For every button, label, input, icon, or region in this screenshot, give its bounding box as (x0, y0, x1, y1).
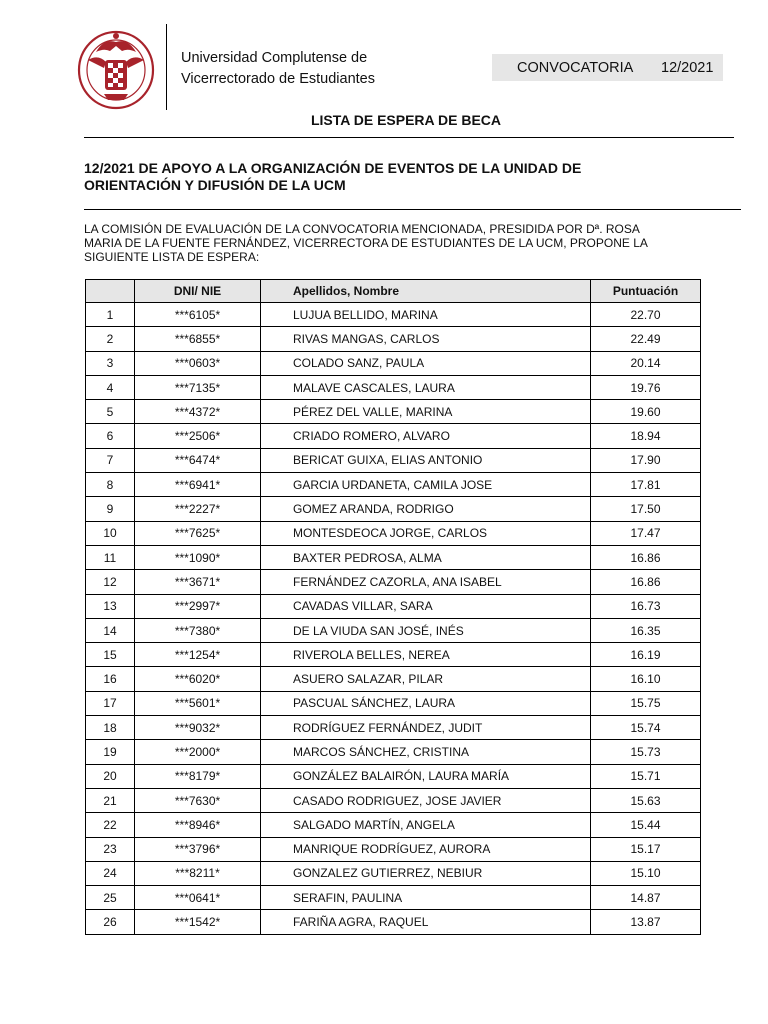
score-cell: 14.87 (591, 886, 701, 910)
name-cell: PÉREZ DEL VALLE, MARINA (261, 400, 591, 424)
institution-line-1: Universidad Complutense de (181, 50, 368, 66)
name-cell: GOMEZ ARANDA, RODRIGO (261, 497, 591, 521)
waiting-list-table (85, 279, 701, 935)
name-cell: PASCUAL SÁNCHEZ, LAURA (261, 691, 591, 715)
dni-cell: ***1254* (135, 643, 261, 667)
name-cell: RIVEROLA BELLES, NEREA (261, 643, 591, 667)
convocatoria-box (492, 54, 723, 81)
row-index: 4 (86, 375, 135, 399)
name-cell: MANRIQUE RODRÍGUEZ, AURORA (261, 837, 591, 861)
intro-line-1: LA COMISIÓN DE EVALUACIÓN DE LA CONVOCATORIA MENCIONADA, PRESIDIDA POR Dª. ROSA (84, 222, 640, 236)
table-row (86, 521, 701, 545)
name-cell: MONTESDEOCA JORGE, CARLOS (261, 521, 591, 545)
table-row (86, 497, 701, 521)
institution-line-2: Vicerrectorado de Estudiantes (181, 71, 375, 87)
table-row (86, 886, 701, 910)
name-cell: GARCIA URDANETA, CAMILA JOSE (261, 473, 591, 497)
score-cell: 16.86 (591, 545, 701, 569)
row-index: 21 (86, 788, 135, 812)
table-row (86, 618, 701, 642)
dni-cell: ***7135* (135, 375, 261, 399)
dni-cell: ***8946* (135, 813, 261, 837)
row-index: 25 (86, 886, 135, 910)
dni-cell: ***0603* (135, 351, 261, 375)
name-cell: RIVAS MANGAS, CARLOS (261, 327, 591, 351)
row-index: 6 (86, 424, 135, 448)
table-row (86, 716, 701, 740)
name-cell: CAVADAS VILLAR, SARA (261, 594, 591, 618)
intro-line-3: SIGUIENTE LISTA DE ESPERA: (84, 250, 260, 264)
score-cell: 16.86 (591, 570, 701, 594)
row-index: 11 (86, 545, 135, 569)
row-index: 14 (86, 618, 135, 642)
table-row (86, 351, 701, 375)
score-cell: 17.50 (591, 497, 701, 521)
row-index: 10 (86, 521, 135, 545)
row-index: 19 (86, 740, 135, 764)
table-row (86, 667, 701, 691)
name-cell: SALGADO MARTÍN, ANGELA (261, 813, 591, 837)
table-row (86, 375, 701, 399)
row-index: 24 (86, 861, 135, 885)
convocatoria-label: CONVOCATORIA (517, 59, 634, 76)
institution-name (181, 48, 375, 90)
table-row (86, 473, 701, 497)
table-row (86, 813, 701, 837)
row-index: 12 (86, 570, 135, 594)
name-cell: CASADO RODRIGUEZ, JOSE JAVIER (261, 788, 591, 812)
subject-line-2: ORIENTACIÓN Y DIFUSIÓN DE LA UCM (84, 177, 346, 193)
dni-cell: ***6855* (135, 327, 261, 351)
dni-cell: ***7625* (135, 521, 261, 545)
table-row (86, 303, 701, 327)
dni-cell: ***9032* (135, 716, 261, 740)
score-cell: 17.81 (591, 473, 701, 497)
score-cell: 16.10 (591, 667, 701, 691)
dni-cell: ***6941* (135, 473, 261, 497)
score-cell: 16.19 (591, 643, 701, 667)
dni-cell: ***2227* (135, 497, 261, 521)
table-row (86, 327, 701, 351)
table-row (86, 740, 701, 764)
score-cell: 15.75 (591, 691, 701, 715)
name-cell: MARCOS SÁNCHEZ, CRISTINA (261, 740, 591, 764)
dni-cell: ***4372* (135, 400, 261, 424)
name-cell: BAXTER PEDROSA, ALMA (261, 545, 591, 569)
dni-cell: ***1542* (135, 910, 261, 934)
score-cell: 13.87 (591, 910, 701, 934)
dni-cell: ***6474* (135, 448, 261, 472)
university-seal-logo (74, 24, 158, 114)
row-index: 1 (86, 303, 135, 327)
score-cell: 15.10 (591, 861, 701, 885)
row-index: 2 (86, 327, 135, 351)
table-row (86, 861, 701, 885)
name-cell: MALAVE CASCALES, LAURA (261, 375, 591, 399)
convocatoria-number: 12/2021 (661, 59, 714, 76)
score-cell: 15.73 (591, 740, 701, 764)
row-index: 8 (86, 473, 135, 497)
header-name: Apellidos, Nombre (261, 280, 591, 303)
row-index: 16 (86, 667, 135, 691)
dni-cell: ***2506* (135, 424, 261, 448)
dni-cell: ***8179* (135, 764, 261, 788)
score-cell: 17.47 (591, 521, 701, 545)
table-row (86, 448, 701, 472)
dni-cell: ***3671* (135, 570, 261, 594)
table-row (86, 764, 701, 788)
name-cell: LUJUA BELLIDO, MARINA (261, 303, 591, 327)
row-index: 9 (86, 497, 135, 521)
score-cell: 19.76 (591, 375, 701, 399)
score-cell: 15.44 (591, 813, 701, 837)
dni-cell: ***6020* (135, 667, 261, 691)
score-cell: 22.49 (591, 327, 701, 351)
subject-rule (84, 209, 741, 210)
score-cell: 18.94 (591, 424, 701, 448)
dni-cell: ***3796* (135, 837, 261, 861)
dni-cell: ***7630* (135, 788, 261, 812)
name-cell: ASUERO SALAZAR, PILAR (261, 667, 591, 691)
name-cell: GONZALEZ GUTIERREZ, NEBIUR (261, 861, 591, 885)
score-cell: 16.35 (591, 618, 701, 642)
subject-line-1: 12/2021 DE APOYO A LA ORGANIZACIÓN DE EVENTOS DE LA UNIDAD DE (84, 160, 582, 176)
dni-cell: ***2997* (135, 594, 261, 618)
header-divider (166, 24, 167, 110)
dni-cell: ***5601* (135, 691, 261, 715)
name-cell: BERICAT GUIXA, ELIAS ANTONIO (261, 448, 591, 472)
header-score: Puntuación (591, 280, 701, 303)
name-cell: COLADO SANZ, PAULA (261, 351, 591, 375)
dni-cell: ***6105* (135, 303, 261, 327)
name-cell: CRIADO ROMERO, ALVARO (261, 424, 591, 448)
score-cell: 15.71 (591, 764, 701, 788)
intro-paragraph (84, 222, 714, 264)
header-dni: DNI/ NIE (135, 280, 261, 303)
table-row (86, 594, 701, 618)
name-cell: GONZÁLEZ BALAIRÓN, LAURA MARÍA (261, 764, 591, 788)
table-row (86, 691, 701, 715)
row-index: 5 (86, 400, 135, 424)
table-row (86, 400, 701, 424)
row-index: 7 (86, 448, 135, 472)
table-header-row (86, 280, 701, 303)
score-cell: 15.74 (591, 716, 701, 740)
dni-cell: ***8211* (135, 861, 261, 885)
score-cell: 15.63 (591, 788, 701, 812)
intro-line-2: MARIA DE LA FUENTE FERNÁNDEZ, VICERRECTORA DE ESTUDIANTES DE LA UCM, PROPONE LA (84, 236, 648, 250)
score-cell: 22.70 (591, 303, 701, 327)
row-index: 23 (86, 837, 135, 861)
row-index: 26 (86, 910, 135, 934)
name-cell: RODRÍGUEZ FERNÁNDEZ, JUDIT (261, 716, 591, 740)
dni-cell: ***1090* (135, 545, 261, 569)
table-row (86, 545, 701, 569)
header-index (86, 280, 135, 303)
name-cell: DE LA VIUDA SAN JOSÉ, INÉS (261, 618, 591, 642)
table-row (86, 424, 701, 448)
name-cell: SERAFIN, PAULINA (261, 886, 591, 910)
name-cell: FARIÑA AGRA, RAQUEL (261, 910, 591, 934)
row-index: 3 (86, 351, 135, 375)
scholarship-subject (84, 160, 704, 194)
title-rule (84, 137, 734, 138)
list-title: LISTA DE ESPERA DE BECA (310, 112, 502, 128)
name-cell: FERNÁNDEZ CAZORLA, ANA ISABEL (261, 570, 591, 594)
dni-cell: ***2000* (135, 740, 261, 764)
row-index: 15 (86, 643, 135, 667)
row-index: 13 (86, 594, 135, 618)
dni-cell: ***7380* (135, 618, 261, 642)
score-cell: 19.60 (591, 400, 701, 424)
row-index: 20 (86, 764, 135, 788)
table-row (86, 910, 701, 934)
table-row (86, 643, 701, 667)
score-cell: 16.73 (591, 594, 701, 618)
table-row (86, 837, 701, 861)
score-cell: 15.17 (591, 837, 701, 861)
row-index: 22 (86, 813, 135, 837)
dni-cell: ***0641* (135, 886, 261, 910)
row-index: 18 (86, 716, 135, 740)
table-row (86, 788, 701, 812)
score-cell: 20.14 (591, 351, 701, 375)
table-row (86, 570, 701, 594)
row-index: 17 (86, 691, 135, 715)
score-cell: 17.90 (591, 448, 701, 472)
